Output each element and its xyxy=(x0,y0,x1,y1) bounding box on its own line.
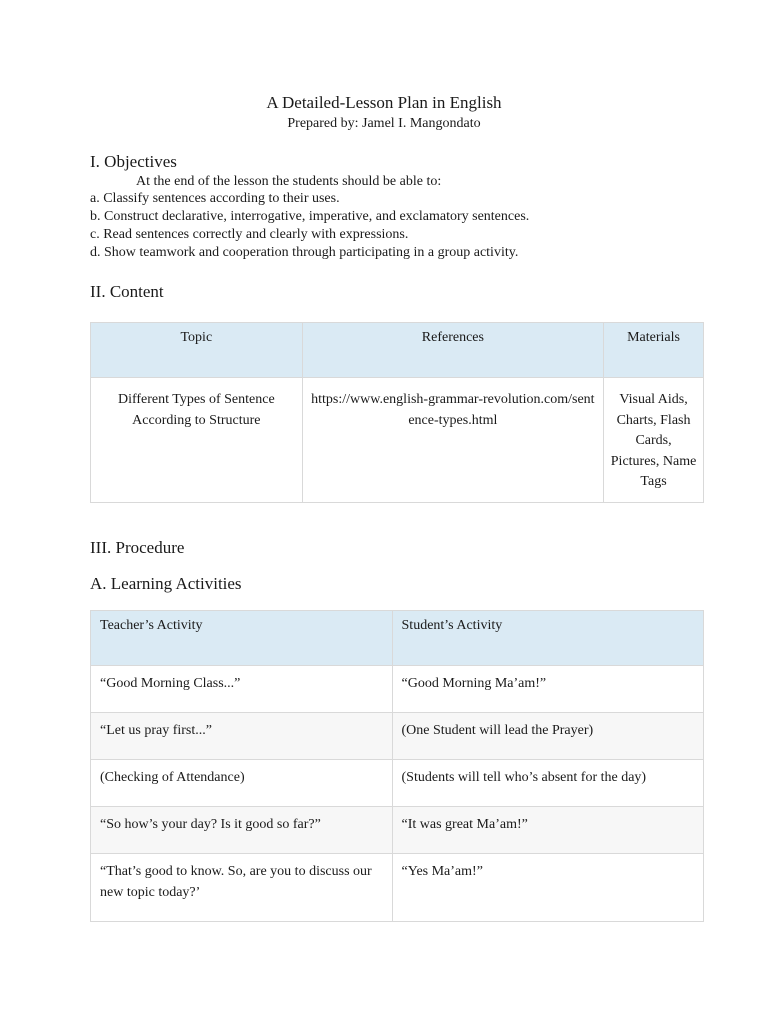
table-row xyxy=(91,713,704,760)
teacher-activity-cell: “That’s good to know. So, are you to discuss our new topic today?’ xyxy=(91,854,393,922)
content-table xyxy=(90,322,704,503)
table-row xyxy=(91,807,704,854)
teacher-activity-cell: “So how’s your day? Is it good so far?” xyxy=(91,807,393,854)
table-row xyxy=(91,760,704,807)
content-table-row xyxy=(91,378,704,503)
objective-c: c. Read sentences correctly and clearly with expressions. xyxy=(90,227,409,242)
teacher-activity-cell: “Let us pray first...” xyxy=(91,713,393,760)
objectives-heading: I. Objectives xyxy=(90,152,177,171)
references-cell: https://www.english-grammar-revolution.com/sentence-types.html xyxy=(302,378,603,503)
column-header-student: Student’s Activity xyxy=(392,611,703,666)
column-header-materials: Materials xyxy=(604,323,704,378)
teacher-activity-cell: (Checking of Attendance) xyxy=(91,760,393,807)
student-activity-cell: (Students will tell who’s absent for the day) xyxy=(392,760,703,807)
student-activity-cell: “Yes Ma’am!” xyxy=(392,854,703,922)
student-activity-cell: “It was great Ma’am!” xyxy=(392,807,703,854)
student-activity-cell: (One Student will lead the Prayer) xyxy=(392,713,703,760)
objective-a: a. Classify sentences according to their uses. xyxy=(90,191,340,206)
student-activity-cell: “Good Morning Ma’am!” xyxy=(392,666,703,713)
column-header-teacher: Teacher’s Activity xyxy=(91,611,393,666)
objectives-intro: At the end of the lesson the students should be able to: xyxy=(136,174,442,189)
learning-activities-table xyxy=(90,610,704,922)
procedure-heading: III. Procedure xyxy=(90,538,185,557)
teacher-activity-cell: “Good Morning Class...” xyxy=(91,666,393,713)
table-row xyxy=(91,666,704,713)
table-row xyxy=(91,854,704,922)
materials-cell: Visual Aids, Charts, Flash Cards, Pictures, Name Tags xyxy=(604,378,704,503)
column-header-references: References xyxy=(302,323,603,378)
activities-header-row xyxy=(91,611,704,666)
content-heading: II. Content xyxy=(90,282,164,301)
topic-cell: Different Types of Sentence According to Structure xyxy=(91,378,303,503)
prepared-by: Prepared by: Jamel I. Mangondato xyxy=(287,116,481,131)
objective-b: b. Construct declarative, interrogative, imperative, and exclamatory sentences. xyxy=(90,209,530,224)
learning-activities-heading: A. Learning Activities xyxy=(90,574,242,593)
document-title: A Detailed-Lesson Plan in English xyxy=(266,93,502,112)
objective-d: d. Show teamwork and cooperation through participating in a group activity. xyxy=(90,245,519,260)
column-header-topic: Topic xyxy=(91,323,303,378)
content-table-header-row xyxy=(91,323,704,378)
